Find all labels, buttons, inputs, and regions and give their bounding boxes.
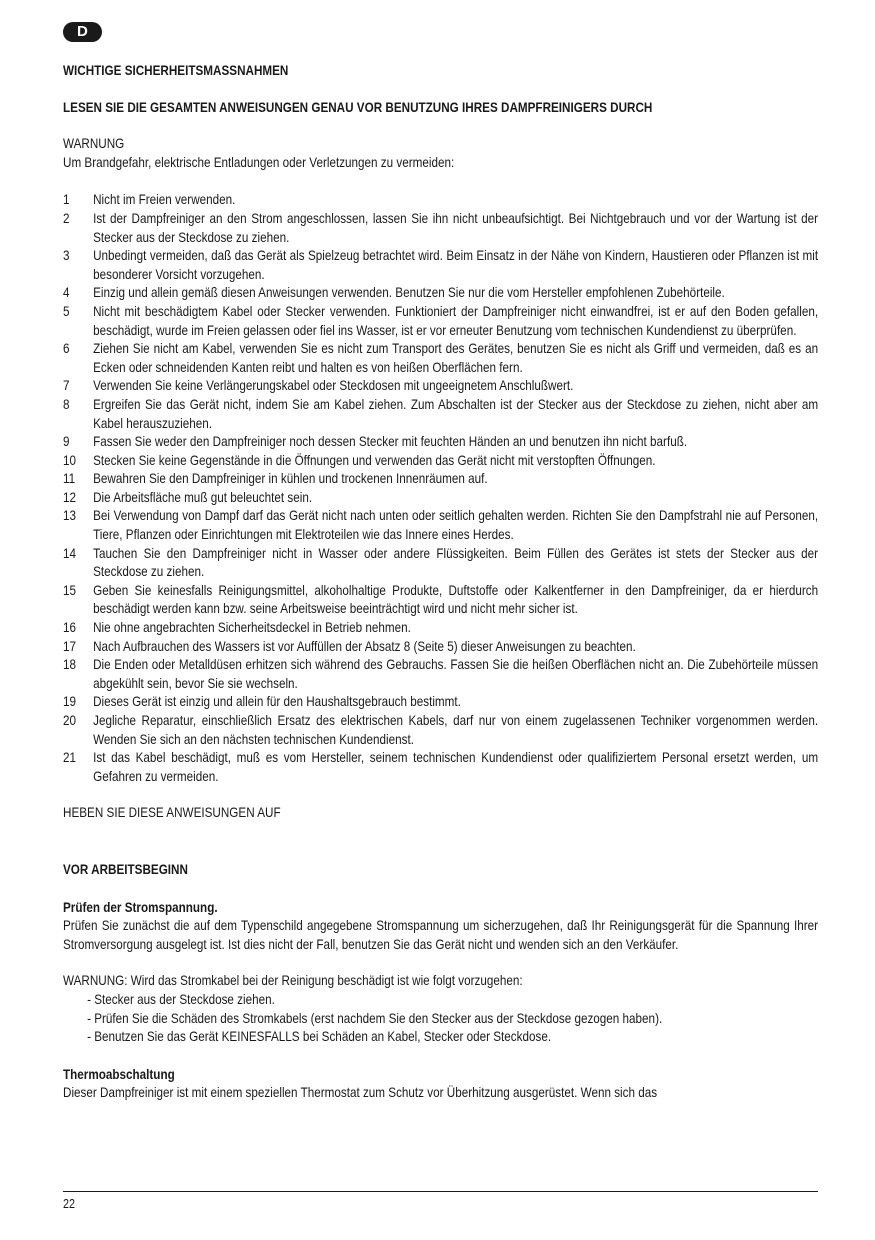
list-item-text: Tauchen Sie den Dampfreiniger nicht in Wasser oder andere Flüssigkeiten. Beim Füllen des Gerätes ist stets der Stecker aus der Steckdose zu ziehen. <box>93 545 819 580</box>
list-item-number: 21 <box>63 750 77 766</box>
list-item-text: Nicht mit beschädigtem Kabel oder Stecker verwenden. Funktioniert der Dampfreiniger nicht einwandfrei, ist er auf den Boden gefallen, beschädigt, wurde im Freien gelassen oder fiel ins Wasser, ist er vor erneuter Benutzung vom technischen Kundendienst zu überprüfen. <box>93 303 819 338</box>
list-item-text: Geben Sie keinesfalls Reinigungsmittel, alkoholhaltige Produkte, Duftstoffe oder Kalkentferner in den Dampfreiniger, da er hierdurch beschädigt werden kann bzw. seine Arbeitsweise beeinträchtigt wird und nicht mehr sicher ist. <box>93 582 819 617</box>
safety-list <box>63 191 818 786</box>
list-item-text: Ist das Kabel beschädigt, muß es vom Hersteller, seinem technischen Kundendienst oder qualifiziertem Personal ersetzt werden, um Gefahren zu vermeiden. <box>93 750 819 784</box>
list-item <box>63 582 818 619</box>
cable-warning: WARNUNG: Wird das Stromkabel bei der Reinigung beschädigt ist wie folgt vorzugehen: <box>63 973 523 989</box>
list-item-text: Nie ohne angebrachten Sicherheitsdeckel in Betrieb nehmen. <box>93 620 411 636</box>
list-item-text: Bei Verwendung von Dampf darf das Gerät nicht nach unten oder seitlich gehalten werden. Richten Sie den Dampfstrahl nie auf Personen, Tiere, Pflanzen oder Einrichtungen mit Elektroteilen wie das Innere eines Herdes. <box>93 508 819 543</box>
list-item <box>63 638 818 657</box>
list-item <box>63 340 818 377</box>
list-item <box>63 433 818 452</box>
list-item-number: 20 <box>63 713 77 728</box>
list-item-text: Nach Aufbrauchen des Wassers ist vor Auffüllen der Absatz 8 (Seite 5) dieser Anweisungen zu beachten. <box>93 638 636 654</box>
list-item <box>63 489 818 508</box>
dash-item: - Benutzen Sie das Gerät KEINESFALLS bei Schäden an Kabel, Stecker oder Steckdose. <box>87 1029 552 1045</box>
list-item-number: 15 <box>63 582 77 598</box>
list-item <box>63 191 818 210</box>
keep-instructions: HEBEN SIE DIESE ANWEISUNGEN AUF <box>63 805 281 821</box>
list-item-text: Bewahren Sie den Dampfreiniger in kühlen und trockenen Innenräumen auf. <box>93 471 488 487</box>
check-voltage-title: Prüfen der Stromspannung. <box>63 899 218 915</box>
warning-intro: Um Brandgefahr, elektrische Entladungen oder Verletzungen zu vermeiden: <box>63 154 455 170</box>
list-item <box>63 545 818 582</box>
list-item-text: Fassen Sie weder den Dampfreiniger noch dessen Stecker mit feuchten Händen an und benutzen ihn nicht barfuß. <box>93 434 688 450</box>
list-item-text: Die Arbeitsfläche muß gut beleuchtet sein. <box>93 489 313 505</box>
list-item-number: 2 <box>63 210 70 226</box>
list-item-text: Stecken Sie keine Gegenstände in die Öffnungen und verwenden das Gerät nicht mit verstopften Öffnungen. <box>93 452 656 468</box>
page-number: 22 <box>63 1197 75 1211</box>
list-item <box>63 712 818 749</box>
list-item-number: 8 <box>63 396 70 412</box>
warning-label: WARNUNG <box>63 136 125 152</box>
list-item <box>63 303 818 340</box>
list-item-number: 4 <box>63 285 70 301</box>
list-item-number: 12 <box>63 489 77 505</box>
list-item-number: 7 <box>63 378 70 394</box>
list-item-text: Die Enden oder Metalldüsen erhitzen sich während des Gebrauchs. Fassen Sie die heißen Oberflächen nicht an. Die Zubehörteile müssen abgekühlt sein, bevor Sie sie wechseln. <box>93 657 819 691</box>
list-item-number: 19 <box>63 694 77 710</box>
list-item <box>63 247 818 284</box>
list-item-number: 11 <box>63 471 76 487</box>
before-work-heading: VOR ARBEITSBEGINN <box>63 861 188 877</box>
list-item-number: 10 <box>63 452 77 468</box>
list-item <box>63 452 818 471</box>
list-item-number: 6 <box>63 341 70 357</box>
list-item <box>63 396 818 433</box>
check-voltage-text: Prüfen Sie zunächst die auf dem Typenschild angegebene Stromspannung um sicherzugehen, daß Ihr Reinigungsgerät für die Spannung Ihrer Stromversorgung ausgelegt ist. Ist dies nicht der Fall, benutzen Sie das Gerät nicht und wenden sich an den Verkäufer. <box>63 918 819 952</box>
list-item-text: Unbedingt vermeiden, daß das Gerät als Spielzeug betrachtet wird. Beim Einsatz in der Nähe von Kindern, Haustieren oder Pflanzen ist mit besonderer Vorsicht vorzugehen. <box>93 248 819 282</box>
dash-item: - Stecker aus der Steckdose ziehen. <box>87 991 275 1007</box>
list-item <box>63 284 818 303</box>
list-item-number: 16 <box>63 620 77 636</box>
list-item <box>63 693 818 712</box>
list-item-number: 5 <box>63 303 70 319</box>
list-item <box>63 470 818 489</box>
footer-divider <box>63 1191 818 1192</box>
list-item-number: 14 <box>63 545 77 561</box>
list-item-text: Ziehen Sie nicht am Kabel, verwenden Sie es nicht zum Transport des Gerätes, benutzen Sie es nicht als Griff und vermeiden, daß es an Ecken oder schneidenden Kanten reibt und halten es von heißen Oberflächen fern. <box>93 341 819 375</box>
read-instructions-heading: LESEN SIE DIE GESAMTEN ANWEISUNGEN GENAU VOR BENUTZUNG IHRES DAMPFREINIGERS DURCH <box>63 99 653 115</box>
list-item-number: 18 <box>63 657 77 673</box>
thermo-text: Dieser Dampfreiniger ist mit einem speziellen Thermostat zum Schutz vor Überhitzung ausgerüstet. Wenn sich das <box>63 1085 658 1101</box>
list-item <box>63 749 818 786</box>
language-badge: D <box>63 22 102 42</box>
safety-heading: WICHTIGE SICHERHEITSMASSNAHMEN <box>63 63 289 78</box>
list-item-number: 13 <box>63 508 77 524</box>
list-item-text: Ist der Dampfreiniger an den Strom angeschlossen, lassen Sie ihn nicht unbeaufsichtigt. Bei Nichtgebrauch und vor der Wartung ist der Stecker aus der Steckdose zu ziehen. <box>93 210 819 245</box>
list-item-number: 9 <box>63 434 70 450</box>
list-item-number: 3 <box>63 248 70 264</box>
thermo-title: Thermoabschaltung <box>63 1066 175 1082</box>
list-item <box>63 210 818 247</box>
list-item-number: 17 <box>63 638 77 654</box>
list-item-text: Jegliche Reparatur, einschließlich Ersatz des elektrischen Kabels, darf nur von einem zugelassenen Techniker vorgenommen werden. Wenden Sie sich an den nächsten technischen Kundendienst. <box>93 713 819 747</box>
list-item-number: 1 <box>63 192 70 208</box>
list-item <box>63 507 818 544</box>
page-content <box>63 22 818 1103</box>
list-item-text: Einzig und allein gemäß diesen Anweisungen verwenden. Benutzen Sie nur die vom Hersteller empfohlenen Zubehörteile. <box>93 285 725 301</box>
list-item-text: Dieses Gerät ist einzig und allein für den Haushaltsgebrauch bestimmt. <box>93 694 461 710</box>
list-item-text: Ergreifen Sie das Gerät nicht, indem Sie am Kabel ziehen. Zum Abschalten ist der Stecker aus der Steckdose zu ziehen, nicht aber am Kabel herauszuziehen. <box>93 396 819 431</box>
list-item <box>63 619 818 638</box>
list-item <box>63 377 818 396</box>
list-item <box>63 656 818 693</box>
list-item-text: Verwenden Sie keine Verlängerungskabel oder Steckdosen mit ungeeignetem Anschlußwert. <box>93 378 574 394</box>
list-item-text: Nicht im Freien verwenden. <box>93 192 236 208</box>
dash-item: - Prüfen Sie die Schäden des Stromkabels (erst nachdem Sie den Stecker aus der Steckdose gezogen haben). <box>87 1010 663 1026</box>
